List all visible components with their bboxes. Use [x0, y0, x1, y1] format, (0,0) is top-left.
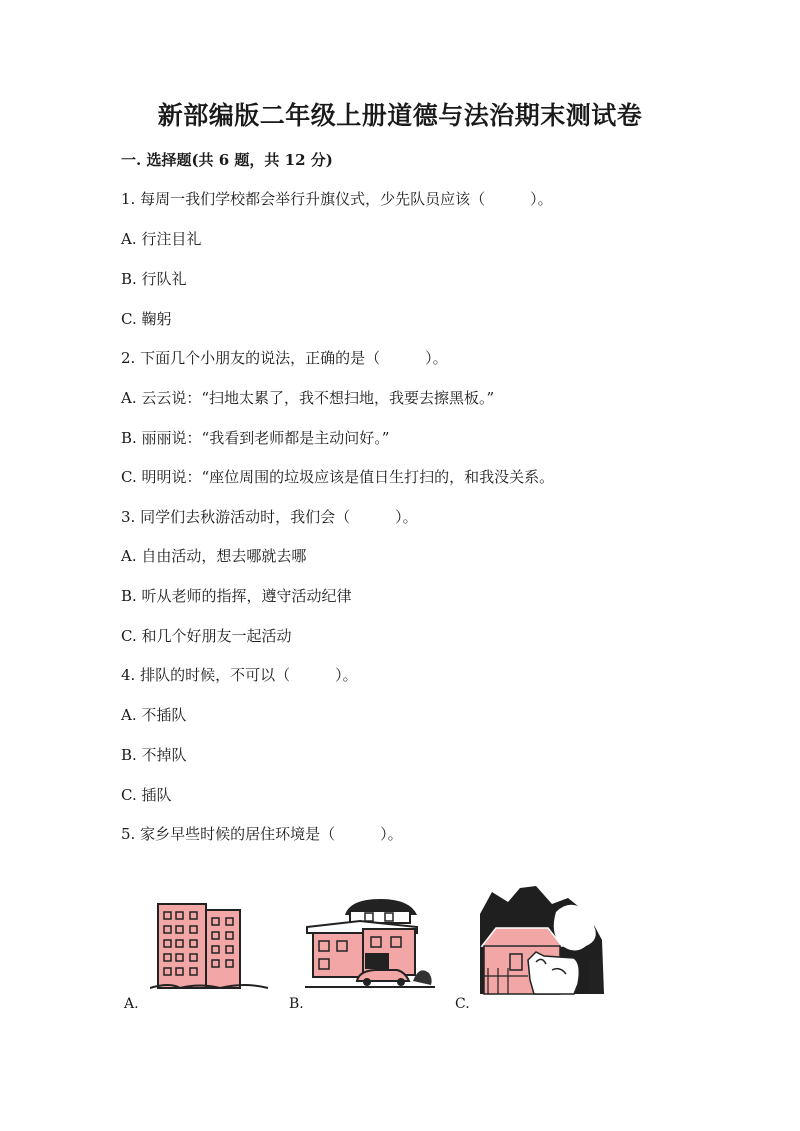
village-house-illustration: [478, 884, 606, 998]
picture-label-a: A.: [124, 996, 139, 1012]
page-title: 新部编版二年级上册道德与法治期末测试卷: [157, 101, 643, 130]
question-1-option-b: B. 行队礼: [121, 270, 187, 288]
question-3-option-c: C. 和几个好朋友一起活动: [121, 627, 292, 645]
question-4-stem: 4. 排队的时候，不可以（ ）。: [121, 666, 358, 684]
question-4-option-c: C. 插队: [121, 786, 172, 804]
question-1-option-a: A. 行注目礼: [121, 230, 202, 248]
villa-illustration: [305, 893, 435, 993]
question-3-stem: 3. 同学们去秋游活动时，我们会（ ）。: [121, 508, 418, 526]
section-heading: 一. 选择题(共 6 题，共 12 分): [121, 151, 333, 169]
question-3-option-a: A. 自由活动，想去哪就去哪: [121, 547, 307, 565]
question-2-stem: 2. 下面几个小朋友的说法，正确的是（ ）。: [121, 349, 448, 367]
question-4-option-b: B. 不掉队: [121, 746, 187, 764]
question-5-stem: 5. 家乡早些时候的居住环境是（ ）。: [121, 825, 403, 843]
question-4-option-a: A. 不插队: [121, 706, 187, 724]
question-3-option-b: B. 听从老师的指挥，遵守活动纪律: [121, 587, 352, 605]
picture-label-b: B.: [289, 996, 304, 1012]
question-2-option-a: A. 云云说：“扫地太累了，我不想扫地，我要去擦黑板。”: [121, 389, 495, 407]
question-1-option-c: C. 鞠躬: [121, 310, 172, 328]
question-1-stem: 1. 每周一我们学校都会举行升旗仪式，少先队员应该（ ）。: [121, 190, 553, 208]
apartment-buildings-illustration: [150, 898, 270, 993]
question-2-option-b: B. 丽丽说：“我看到老师都是主动问好。”: [121, 429, 390, 447]
picture-label-c: C.: [455, 996, 470, 1012]
question-2-option-c: C. 明明说：“座位周围的垃圾应该是值日生打扫的，和我没关系。: [121, 468, 555, 486]
